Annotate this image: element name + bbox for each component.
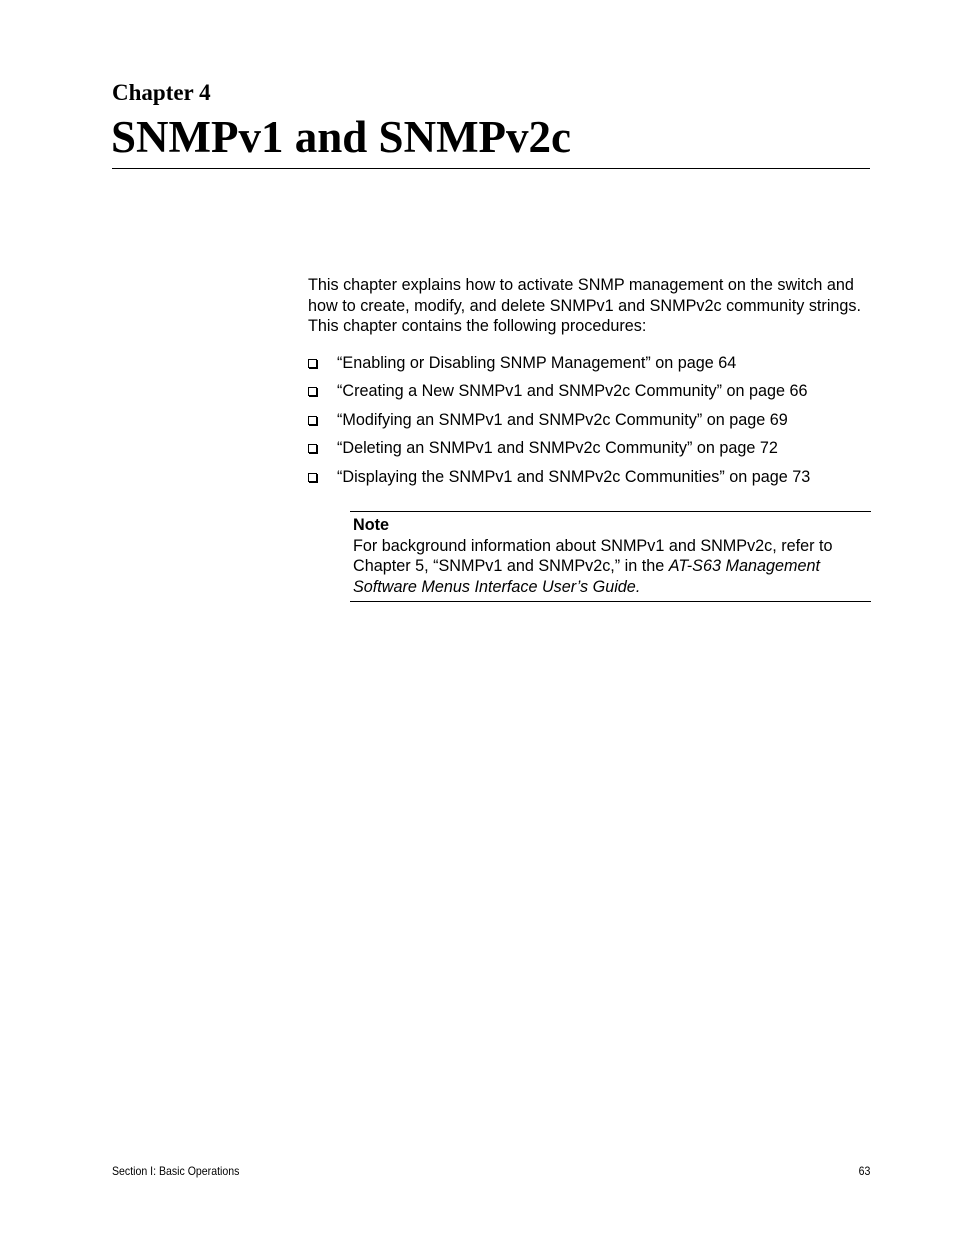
note-box — [350, 511, 871, 602]
note-body — [353, 536, 871, 598]
procedure-link[interactable]: “Creating a New SNMPv1 and SNMPv2c Community” on page 66 — [337, 382, 808, 401]
procedure-link[interactable]: “Displaying the SNMPv1 and SNMPv2c Communities” on page 73 — [337, 467, 811, 486]
list-item[interactable] — [308, 409, 874, 437]
list-item[interactable] — [308, 380, 874, 408]
procedure-list — [308, 352, 874, 494]
checkbox-icon — [308, 473, 317, 482]
checkbox-icon — [308, 444, 317, 453]
intro-paragraph: This chapter explains how to activate SNMP management on the switch and how to create, modify, and delete SNMPv1 and SNMPv2c community strings. This chapter contains the following procedures: — [308, 276, 862, 335]
procedure-link[interactable]: “Modifying an SNMPv1 and SNMPv2c Community” on page 69 — [337, 410, 788, 429]
procedure-link[interactable]: “Deleting an SNMPv1 and SNMPv2c Community” on page 72 — [337, 439, 778, 458]
list-item[interactable] — [308, 466, 874, 494]
intro-section — [308, 275, 874, 337]
procedure-link[interactable]: “Enabling or Disabling SNMP Management” on page 64 — [337, 354, 737, 372]
page-number: 63 — [858, 1164, 870, 1178]
list-item[interactable] — [308, 352, 874, 380]
checkbox-icon — [308, 387, 317, 396]
title-rule — [112, 168, 870, 169]
note-heading: Note — [353, 516, 389, 534]
guide-title[interactable]: AT-S63 Management Software Menus Interface User’s Guide. — [353, 557, 820, 596]
checkbox-icon — [308, 359, 317, 368]
list-item[interactable] — [308, 437, 874, 465]
checkbox-icon — [308, 416, 317, 425]
chapter-label: Chapter 4 — [112, 80, 211, 105]
note-text: For background information about SNMPv1 and SNMPv2c, refer to Chapter 5, “SNMPv1 and SNMPv2c,” in the — [353, 536, 833, 575]
footer-section: Section I: Basic Operations — [112, 1164, 240, 1178]
chapter-title: SNMPv1 and SNMPv2c — [111, 112, 571, 162]
